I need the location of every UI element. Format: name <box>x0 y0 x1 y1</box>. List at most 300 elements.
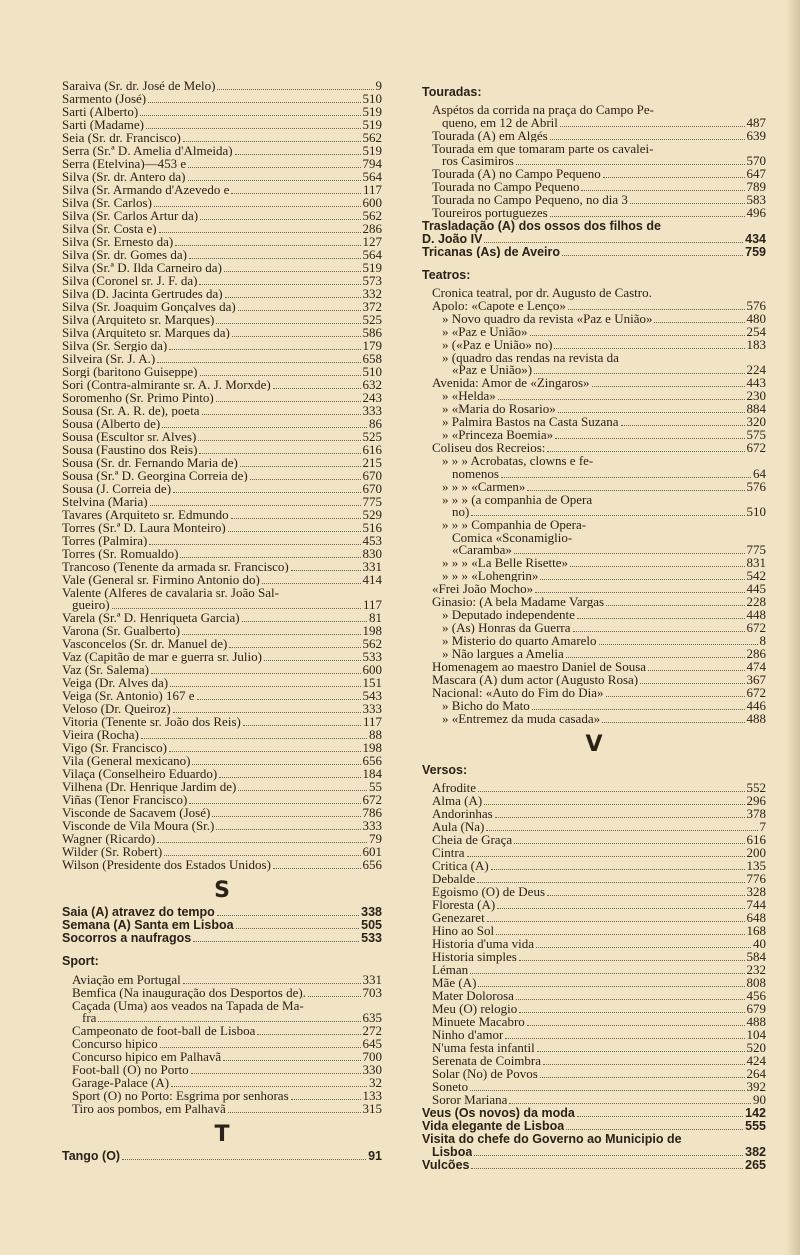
entry-title: Silva (Sr. Joaquim Gonçalves da) <box>62 301 236 314</box>
dot-leader <box>495 817 745 818</box>
entry-title: Alma (A) <box>432 795 483 808</box>
entry-title: Silva (D. Jacinta Gertrudes da) <box>62 288 223 301</box>
index-entry <box>422 1146 766 1159</box>
index-entry <box>62 132 382 145</box>
page-number: 525 <box>362 312 382 327</box>
dot-leader <box>199 284 360 285</box>
page-number: 586 <box>362 325 382 340</box>
page-number: 90 <box>753 1092 766 1108</box>
index-entry <box>422 886 766 899</box>
entry-title: Minuete Macabro <box>432 1016 525 1029</box>
index-entry <box>62 971 382 987</box>
dot-leader <box>148 102 360 103</box>
index-entry-line: » (quadro das rendas na revista da <box>442 349 619 365</box>
dot-leader <box>216 323 360 324</box>
dot-leader <box>200 219 360 220</box>
page-number: 333 <box>362 701 382 717</box>
page-number: 448 <box>746 606 766 622</box>
page-number: 79 <box>369 831 382 847</box>
page-number: 338 <box>361 905 382 920</box>
entry-title: Vieira (Rocha) <box>62 729 139 742</box>
index-entry <box>62 703 382 716</box>
page-number: 184 <box>362 766 382 782</box>
dot-leader <box>474 1155 743 1156</box>
dot-leader <box>189 803 360 804</box>
dot-leader <box>532 709 745 710</box>
index-entry <box>422 1081 766 1094</box>
page-number: 367 <box>746 671 766 687</box>
page-number: 315 <box>362 1101 382 1117</box>
index-entry <box>62 794 382 807</box>
entry-title: Stelvina (Maria) <box>62 496 148 509</box>
index-entry <box>422 1068 766 1081</box>
index-entry <box>62 236 382 249</box>
entry-title: Concurso hipico em Palhavã <box>72 1051 222 1064</box>
dot-leader <box>146 128 361 129</box>
index-entry <box>62 677 382 690</box>
dot-leader <box>98 1021 360 1022</box>
dot-leader <box>200 375 361 376</box>
dot-leader <box>487 921 745 922</box>
index-entry <box>422 847 766 860</box>
dot-leader <box>192 764 360 765</box>
index-entry <box>62 171 382 184</box>
dot-leader <box>467 856 745 857</box>
page-number: 91 <box>368 1149 382 1164</box>
dot-leader <box>157 842 367 843</box>
entry-title: ros Casimiros <box>442 155 514 168</box>
right-column <box>422 80 766 1172</box>
section-heading: Touradas: <box>422 85 482 99</box>
dot-leader <box>193 941 359 942</box>
index-entry <box>422 364 766 377</box>
page-number: 831 <box>746 554 766 570</box>
entry-title: Coliseu dos Recreios: <box>432 442 546 455</box>
dot-leader <box>599 644 758 645</box>
page-number: 243 <box>362 390 382 405</box>
page-number: 786 <box>362 805 382 821</box>
dot-leader <box>216 401 361 402</box>
dot-leader <box>217 89 373 90</box>
entry-title: Varona (Sr. Gualberto) <box>62 625 181 638</box>
index-entry-line: Comica «Sconamiglio- <box>452 529 573 545</box>
page-number: 117 <box>362 597 382 613</box>
dot-leader <box>238 310 361 311</box>
page-number: 286 <box>746 645 766 661</box>
index-entry <box>422 925 766 938</box>
dot-leader <box>164 855 360 856</box>
page-number: 583 <box>746 192 766 208</box>
page-number: 64 <box>753 465 766 481</box>
page-number: 516 <box>362 520 382 535</box>
page-number: 570 <box>746 153 766 169</box>
page-number: 656 <box>362 753 382 769</box>
dot-leader <box>566 657 745 658</box>
index-entry <box>62 768 382 781</box>
entry-title: Andorinhas <box>432 808 493 821</box>
page-number: 703 <box>362 984 382 1000</box>
index-entry <box>62 612 382 625</box>
dot-leader <box>169 751 360 752</box>
dot-leader <box>606 696 745 697</box>
index-entry <box>422 554 766 570</box>
entry-title: no) <box>452 506 470 519</box>
entry-title: Silva (Coronel sr. J. F. da) <box>62 275 198 288</box>
dot-leader <box>484 242 743 243</box>
entry-title: Meu (O) relogio <box>432 1003 518 1016</box>
entry-title: Nacional: «Auto do Fim do Dia» <box>432 686 604 700</box>
dot-leader <box>264 660 361 661</box>
page-number: 488 <box>746 710 766 726</box>
entry-title: Lisboa <box>432 1145 473 1159</box>
dot-leader <box>162 427 367 428</box>
dot-leader <box>231 193 361 194</box>
index-entry <box>422 1003 766 1016</box>
entry-title: Visconde de Vila Moura (Sr.) <box>62 820 215 833</box>
index-entry <box>422 899 766 912</box>
dot-leader <box>519 1012 744 1013</box>
entry-title: Vaz (Capitão de mar e guerra sr. Julio) <box>62 651 262 664</box>
index-entry <box>62 742 382 755</box>
entry-title: » «Paz e União» <box>442 325 528 339</box>
index-entry <box>62 833 382 846</box>
dot-leader <box>554 348 744 349</box>
dot-leader <box>262 583 361 584</box>
dot-leader <box>199 453 360 454</box>
dot-leader <box>516 164 745 165</box>
entry-title: » Novo quadro da revista «Paz e União» <box>442 312 653 326</box>
dot-leader <box>640 683 744 684</box>
dot-leader <box>257 1034 360 1035</box>
index-entry <box>62 496 382 509</box>
entry-title: » » » «La Belle Risette» <box>442 556 569 570</box>
page-number: 333 <box>362 403 382 418</box>
index-entry <box>62 119 382 132</box>
index-entry <box>62 651 382 664</box>
page-number: 505 <box>361 918 382 933</box>
page-number: 198 <box>362 623 382 639</box>
index-entry <box>62 729 382 742</box>
dot-leader <box>555 438 744 439</box>
index-entry <box>422 377 766 390</box>
index-entry-line: Aspétos da corrida na praça do Campo Pe- <box>432 102 655 118</box>
page-number: 789 <box>746 179 766 195</box>
index-entry <box>62 275 382 288</box>
entry-title: Sousa (Escultor sr. Alves) <box>62 431 197 444</box>
dot-leader <box>189 258 361 259</box>
dot-leader <box>470 1090 744 1091</box>
dot-leader <box>188 167 360 168</box>
dot-leader <box>558 412 745 413</box>
entry-title: Veiga (Sr. Antonio) 167 e <box>62 690 195 703</box>
dot-leader <box>243 725 361 726</box>
entry-title: «Caramba» <box>452 543 512 557</box>
page-number: 632 <box>362 377 382 392</box>
entry-title: » » » «Carmen» <box>442 480 526 494</box>
page-number: 117 <box>362 714 382 730</box>
dot-leader <box>497 908 744 909</box>
entry-title: Soromenho (Sr. Primo Pinto) <box>62 392 214 405</box>
dot-leader <box>621 425 745 426</box>
page-number: 333 <box>362 818 382 834</box>
index-entry <box>62 638 382 651</box>
entry-title: Foot-ball (O) no Porto <box>72 1064 189 1077</box>
dot-leader <box>530 335 745 336</box>
index-entry <box>62 1025 382 1038</box>
entry-title: Mater Dolorosa <box>432 990 514 1003</box>
page-number: 446 <box>746 697 766 713</box>
index-entry <box>422 964 766 977</box>
dot-leader <box>183 141 361 142</box>
index-entry <box>62 1064 382 1077</box>
entry-title: » «Helda» <box>442 390 496 403</box>
page-number: 382 <box>745 1144 766 1159</box>
entry-title: Critica (A) <box>432 860 489 873</box>
index-entry <box>62 262 382 275</box>
index-entry <box>422 697 766 713</box>
entry-title: Tourada (A) no Campo Pequeno <box>432 168 601 181</box>
page-number: 133 <box>362 1088 382 1104</box>
index-entry <box>62 1038 382 1051</box>
index-entry <box>422 977 766 990</box>
dot-leader <box>566 1129 743 1130</box>
page-number: 639 <box>746 127 766 143</box>
index-entry-line: Tourada em que tomaram parte os cavalei- <box>432 140 654 156</box>
dot-leader <box>173 492 360 493</box>
index-entry <box>62 405 382 418</box>
page-number: 230 <box>746 388 766 404</box>
page-number: 232 <box>746 962 766 978</box>
index-entry <box>422 632 766 648</box>
entry-title: Sousa (Sr.ª D. Georgina Correia de) <box>62 470 248 483</box>
section-letter: T <box>214 1122 230 1148</box>
index-entry <box>422 403 766 416</box>
entry-title: Saia (A) atravez do tempo <box>62 906 215 919</box>
page-number: 142 <box>745 1106 766 1121</box>
index-entry <box>62 846 382 859</box>
index-entry <box>422 246 766 259</box>
entry-title: Vulcões <box>422 1158 470 1172</box>
index-entry <box>62 919 382 932</box>
dot-leader <box>573 631 745 632</box>
entry-title: Silva (Sr. Armando d'Azevedo e <box>62 184 230 197</box>
entry-title: Silva (Sr. Carlos) <box>62 197 152 210</box>
index-entry <box>422 390 766 403</box>
index-entry <box>422 782 766 795</box>
dot-leader <box>543 1064 744 1065</box>
dot-leader <box>235 154 361 155</box>
page-number: 510 <box>746 504 766 520</box>
index-entry <box>62 932 382 945</box>
index-entry <box>422 860 766 873</box>
page-number: 151 <box>362 675 382 691</box>
page-number: 600 <box>362 195 382 210</box>
entry-title: gueiro) <box>72 599 110 612</box>
dot-leader <box>577 1116 743 1117</box>
entry-title: Sousa (Sr. A. R. de), poeta <box>62 405 200 418</box>
dot-leader <box>516 999 745 1000</box>
dot-leader <box>550 216 745 217</box>
page-number: 183 <box>746 336 766 352</box>
index-entry <box>62 366 382 379</box>
index-entry <box>422 1016 766 1029</box>
page-number: 759 <box>745 244 766 259</box>
page-number: 445 <box>746 580 766 596</box>
page-number: 519 <box>362 143 382 158</box>
dot-leader <box>169 349 360 350</box>
index-entry <box>62 906 382 919</box>
entry-title: Floresta (A) <box>432 899 496 912</box>
index-entry <box>62 314 382 327</box>
dot-leader <box>540 1077 745 1078</box>
page-number: 179 <box>362 338 382 353</box>
entry-title: » Não largues a Amelia <box>442 647 564 661</box>
entry-title: «Paz e União») <box>452 364 533 377</box>
index-entry <box>422 465 766 481</box>
index-entry <box>422 990 766 1003</box>
dot-leader <box>478 986 744 987</box>
page-number: 32 <box>369 1075 382 1091</box>
section-heading: Teatros: <box>422 267 471 282</box>
entry-title: Vilaça (Conselheiro Eduardo) <box>62 768 218 781</box>
index-entry <box>62 93 382 106</box>
page-number: 272 <box>362 1023 382 1039</box>
dot-leader <box>603 177 745 178</box>
page-number: 670 <box>362 468 382 483</box>
entry-title: Tavares (Arquiteto sr. Edmundo <box>62 509 229 522</box>
index-entry <box>422 619 766 635</box>
entry-title: Debalde <box>432 873 476 886</box>
entry-title: Ninho d'amor <box>432 1029 504 1042</box>
index-entry <box>62 820 382 833</box>
index-entry-line: Visita do chefe do Governo ao Municipio de <box>422 1132 682 1147</box>
dot-leader <box>471 515 744 516</box>
page-number: 8 <box>759 632 766 648</box>
dot-leader <box>236 928 360 929</box>
page-number: 794 <box>362 156 382 171</box>
dot-leader <box>568 309 745 310</box>
index-entry <box>422 1029 766 1042</box>
index-entry <box>62 1051 382 1064</box>
page-number: 215 <box>362 455 382 470</box>
index-entry <box>62 1150 382 1163</box>
dot-leader <box>501 477 751 478</box>
entry-title: Tourada (A) em Algés <box>432 129 548 143</box>
page-number: 9 <box>375 78 382 93</box>
entry-title: Vaz (Sr. Salema) <box>62 664 150 677</box>
page-number: 672 <box>746 440 766 456</box>
index-entry <box>62 599 382 612</box>
index-entry <box>422 541 766 557</box>
entry-title: Aula (Na) <box>432 821 485 834</box>
index-entry <box>422 181 766 194</box>
section-heading: Sport: <box>62 954 99 969</box>
index-entry-line: » » » Acrobatas, clowns e fe- <box>442 453 594 469</box>
page-number: 414 <box>362 572 382 587</box>
index-entry-line: » » » Companhia de Opera- <box>442 517 587 533</box>
index-entry <box>422 593 766 609</box>
entry-title: » Bicho do Mato <box>442 699 530 713</box>
page-number: 135 <box>746 858 766 874</box>
dot-leader <box>540 579 744 580</box>
dot-leader <box>592 386 745 387</box>
entry-title: Serenata de Coimbra <box>432 1055 542 1068</box>
dot-leader <box>273 388 361 389</box>
page-number: 487 <box>746 114 766 130</box>
page-number: 228 <box>746 593 766 609</box>
dot-leader <box>240 466 361 467</box>
index-entry <box>62 509 382 522</box>
page-number: 562 <box>362 130 382 145</box>
index-entry <box>62 690 382 703</box>
page-number: 434 <box>745 231 766 246</box>
dot-leader <box>560 126 745 127</box>
dot-leader <box>648 670 744 671</box>
page-number: 200 <box>746 845 766 861</box>
entry-title: Silva (Sr. Costa e) <box>62 223 157 236</box>
entry-title: » Misterio do quarto Amarelo <box>442 634 597 648</box>
index-entry <box>62 535 382 548</box>
entry-title: Sousa (Sr. dr. Fernando Maria de) <box>62 457 238 470</box>
index-entry <box>422 114 766 130</box>
page-number: 601 <box>362 844 382 860</box>
index-entry <box>62 1012 382 1025</box>
dot-leader <box>547 895 744 896</box>
dot-leader <box>535 592 744 593</box>
dot-leader <box>534 373 744 374</box>
page-number: 510 <box>362 91 382 106</box>
entry-title: Silva (Sr. Carlos Artur da) <box>62 210 199 223</box>
dot-leader <box>484 804 744 805</box>
dot-leader <box>491 869 745 870</box>
index-entry <box>62 145 382 158</box>
dot-leader <box>250 479 361 480</box>
entry-title: Cintra <box>432 847 465 860</box>
dot-leader <box>141 738 367 739</box>
page-number: 562 <box>362 636 382 652</box>
page-number: 525 <box>362 429 382 444</box>
page-number: 645 <box>362 1036 382 1052</box>
page-number: 330 <box>362 1062 382 1078</box>
dot-leader <box>188 180 361 181</box>
dot-leader <box>514 843 744 844</box>
dot-leader <box>308 996 361 997</box>
page-number: 670 <box>362 481 382 496</box>
dot-leader <box>191 1073 361 1074</box>
entry-title: Seia (Sr. dr. Francisco) <box>62 132 181 145</box>
page-number: 265 <box>745 1157 766 1172</box>
dot-leader <box>232 336 361 337</box>
page-number: 744 <box>746 897 766 913</box>
entry-title: Serra (Etelvina)—453 e <box>62 158 187 171</box>
dot-leader <box>112 608 361 609</box>
page-number: 564 <box>362 169 382 184</box>
dot-leader <box>216 829 360 830</box>
entry-title: » (As) Honras da Guerra <box>442 621 571 635</box>
left-column <box>62 80 382 1163</box>
entry-title: » «Princeza Boemia» <box>442 429 554 442</box>
page-number: 86 <box>369 416 382 431</box>
entry-title: » «Entremez da muda casada» <box>442 712 601 726</box>
index-entry <box>422 155 766 168</box>
page-number: 456 <box>746 988 766 1004</box>
entry-title: Vilhena (Dr. Henrique Jardim de) <box>62 781 237 794</box>
index-entry <box>62 106 382 119</box>
entry-title: Tiro aos pombos, em Palhavã <box>72 1103 226 1116</box>
entry-title: Silva (Sr. Sergio da) <box>62 340 168 353</box>
page-number: 510 <box>362 364 382 379</box>
dot-leader <box>183 983 361 984</box>
